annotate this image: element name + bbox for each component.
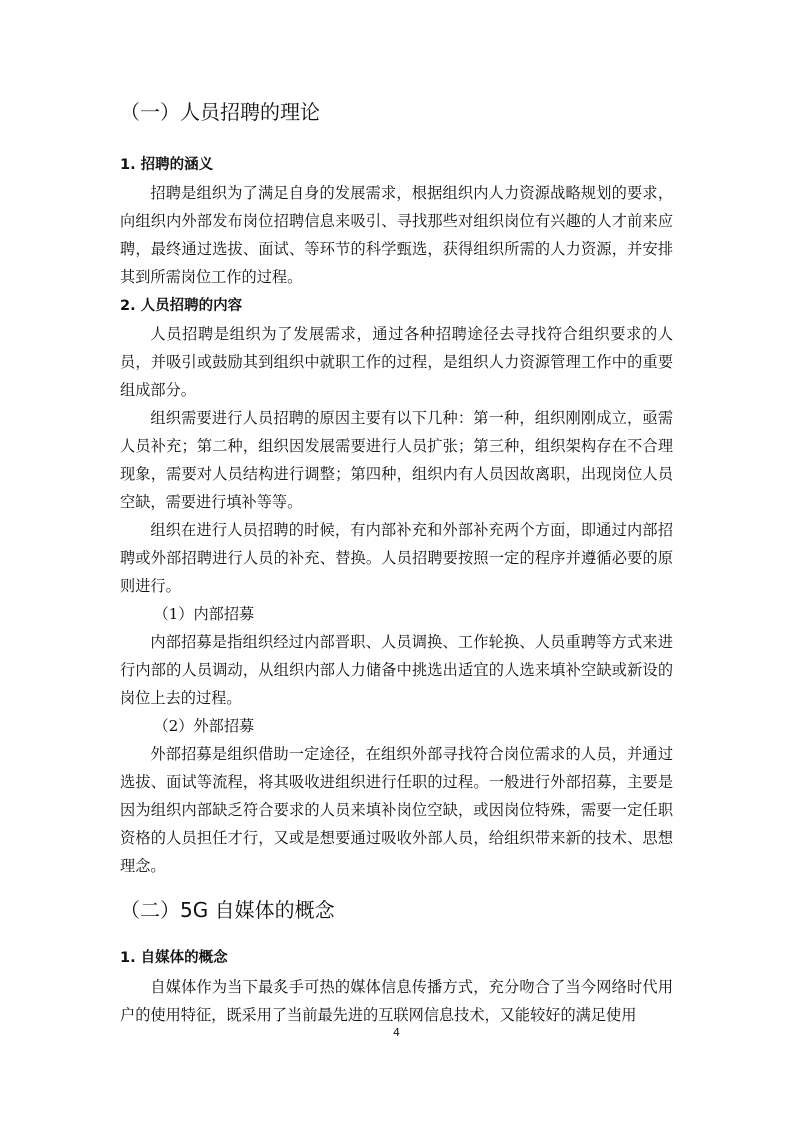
list-item-external-recruitment-title: （2）外部招募 [153, 717, 255, 735]
paragraph-self-media-concept: 自媒体作为当下最炙手可热的媒体信息传播方式，充分吻合了当今网络时代用户的使用特征，既采用了当前最先进的互联网信息技术，又能较好的满足使用 [120, 978, 673, 1024]
page-number: 4 [393, 1026, 400, 1039]
paragraph-recruitment-content-1: 人员招聘是组织为了发展需求，通过各种招聘途径去寻找符合组织要求的人员，并吸引或鼓励其到组织中就职工作的过程，是组织人力资源管理工作中的重要组成部分。 [120, 325, 673, 399]
paragraph-recruitment-meaning: 招聘是组织为了满足自身的发展需求，根据组织内人力资源战略规划的要求，向组织内外部发布岗位招聘信息来吸引、寻找那些对组织岗位有兴趣的人才前来应聘，最终通过选拔、面试、等环节的科学甄选，获得组织所需的人力资源，并安排其到所需岗位工作的过程。 [120, 184, 673, 286]
paragraph-recruitment-content-3: 组织在进行人员招聘的时候，有内部补充和外部补充两个方面，即通过内部招聘或外部招聘进行人员的补充、替换。人员招聘要按照一定的程序并遵循必要的原则进行。 [120, 521, 673, 595]
paragraph-recruitment-content-2: 组织需要进行人员招聘的原因主要有以下几种：第一种，组织刚刚成立，亟需人员补充；第二种，组织因发展需要进行人员扩张；第三种，组织架构存在不合理现象，需要对人员结构进行调整；第四种，组织内有人员因故离职，出现岗位人员空缺，需要进行填补等等。 [120, 409, 673, 511]
list-item-internal-recruitment-title: （1）内部招募 [153, 605, 255, 623]
paragraph-internal-recruitment: 内部招募是指组织经过内部晋职、人员调换、工作轮换、人员重聘等方式来进行内部的人员调动，从组织内部人力储备中挑选出适宜的人选来填补空缺或新设的岗位上去的过程。 [120, 633, 673, 707]
subheading-recruitment-content: 2. 人员招聘的内容 [120, 298, 243, 314]
subheading-recruitment-meaning: 1. 招聘的涵义 [120, 157, 214, 173]
subheading-self-media-concept: 1. 自媒体的概念 [120, 950, 228, 966]
paragraph-external-recruitment: 外部招募是组织借助一定途径，在组织外部寻找符合岗位需求的人员，并通过选拔、面试等流程，将其吸收进组织进行任职的过程。一般进行外部招募，主要是因为组织内部缺乏符合要求的人员来填补岗位空缺，或因岗位特殊，需要一定任职资格的人员担任才行，又或是想要通过吸收外部人员，给组织带来新的技术、思想理念。 [120, 745, 673, 875]
page-content [120, 92, 673, 1029]
section-heading-5g-self-media: （二）5G 自媒体的概念 [120, 898, 335, 922]
section-heading-recruitment-theory: （一）人员招聘的理论 [120, 100, 320, 124]
